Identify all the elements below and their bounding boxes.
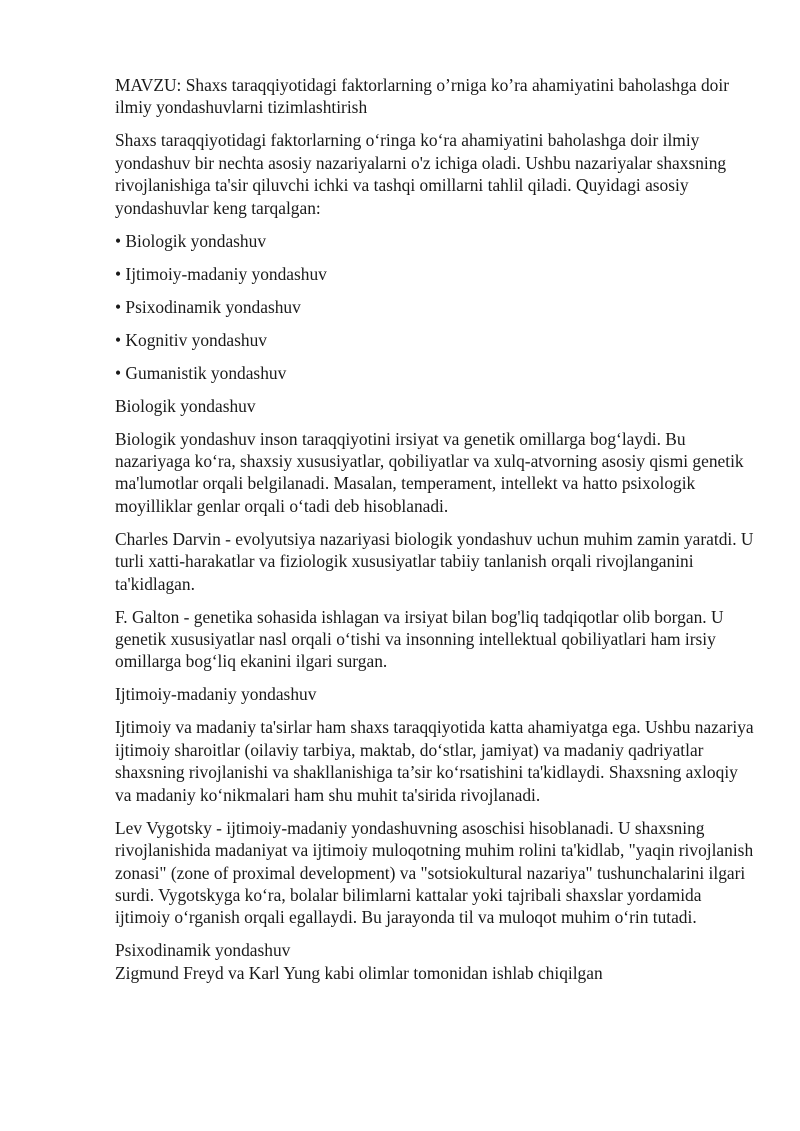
paragraph-galton: F. Galton - genetika sohasida ishlagan va irsiyat bilan bog'liq tadqiqotlar olib borgan. U genetik xususiyatlar nasl orqali o‘tishi va insonning intellektual qobiliyatlari ham irsiy omillarga bog‘liq ekanini ilgari surgan. — [115, 606, 724, 672]
list-item-biologik: • Biologik yondashuv — [115, 230, 267, 251]
section-heading-biologik: Biologik yondashuv — [115, 395, 256, 416]
intro-paragraph: Shaxs taraqqiyotidagi faktorlarning o‘ringa ko‘ra ahamiyatini baholashga doir ilmiy yondashuv bir nechta asosiy nazariyalarni o'z ichiga oladi. Ushbu nazariyalar shaxsning rivojlanishiga ta'sir qiluvchi ichki va tashqi omillarni tahlil qiladi. Quyidagi asosiy yondashuvlar keng tarqalgan: — [115, 130, 727, 218]
document-title: MAVZU: Shaxs taraqqiyotidagi faktorlarning o’rniga ko’ra ahamiyatini baholashga doir ilmiy yondashuvlarni tizimlashtirish — [115, 75, 729, 118]
section-heading-psixodinamik: Psixodinamik yondashuv — [115, 940, 291, 961]
document-page — [115, 74, 755, 984]
paragraph-freyd: Zigmund Freyd va Karl Yung kabi olimlar tomonidan ishlab chiqilgan — [115, 962, 603, 983]
paragraph-biologik: Biologik yondashuv inson taraqqiyotini irsiyat va genetik omillarga bog‘laydi. Bu nazariyaga ko‘ra, shaxsiy xususiyatlar, qobiliyatlar va xulq-atvorning asosiy qismi genetik ma'lumotlar orqali belgilanadi. Masalan, temperament, intellekt va hatto psixologik moyilliklar genlar orqali o‘tadi deb hisoblanadi. — [115, 428, 744, 516]
list-item-ijtimoiy: • Ijtimoiy-madaniy yondashuv — [115, 263, 327, 284]
list-item-gumanistik: • Gumanistik yondashuv — [115, 362, 287, 383]
list-item-kognitiv: • Kognitiv yondashuv — [115, 329, 267, 350]
paragraph-vygotsky: Lev Vygotsky - ijtimoiy-madaniy yondashuvning asoschisi hisoblanadi. U shaxsning rivojlanishida madaniyat va ijtimoiy muloqotning muhim rolini ta'kidlab, "yaqin rivojlanish zonasi" (zone of proximal development) va "sotsiokultural nazariya" tushunchalarini ilgari surdi. Vygotskyga ko‘ra, bolalar bilimlarni kattalar yoki tajribali shaxslar yordamida ijtimoiy o‘rganish orqali egallaydi. Bu jarayonda til va muloqot muhim o‘rin tutadi. — [115, 817, 754, 928]
paragraph-darvin: Charles Darvin - evolyutsiya nazariyasi biologik yondashuv uchun muhim zamin yaratdi. U turli xatti-harakatlar va fiziologik xususiyatlar tabiiy tanlanish orqali rivojlanganini ta'kidlagan. — [115, 528, 754, 594]
paragraph-ijtimoiy: Ijtimoiy va madaniy ta'sirlar ham shaxs taraqqiyotida katta ahamiyatga ega. Ushbu nazariya ijtimoiy sharoitlar (oilaviy tarbiya, maktab, do‘stlar, jamiyat) va madaniy qadriyatlar shaxsning rivojlanishi va shakllanishiga ta’sir ko‘rsatishini ta'kidlaydi. Shaxsning axloqiy va madaniy ko‘nikmalari ham shu muhit ta'sirida rivojlanadi. — [115, 717, 754, 805]
section-heading-ijtimoiy: Ijtimoiy-madaniy yondashuv — [115, 684, 317, 705]
list-item-psixodinamik: • Psixodinamik yondashuv — [115, 296, 301, 317]
